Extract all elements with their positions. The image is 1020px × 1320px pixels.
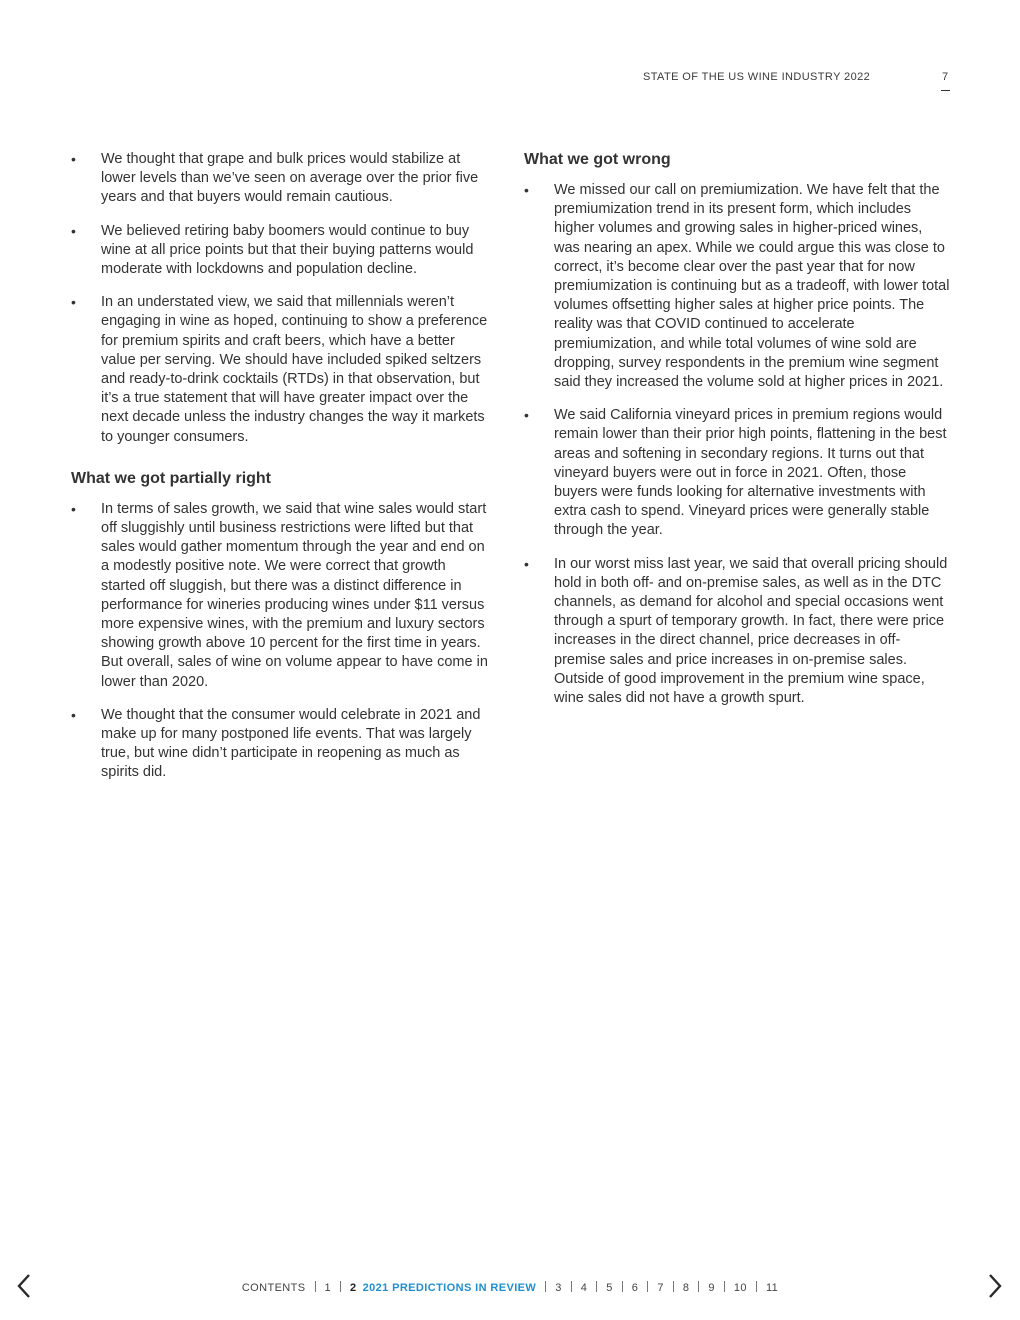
list-item-text: We missed our call on premiumization. We have felt that the premiumization trend in its present form, which includes higher volumes and growing sales in higher-priced wines, was nearing an apex. While we could argue this was close to correct, it’s become clear over the past year that for now premiumization is continuing but as a tradeoff, with lower total volumes offsetting higher sales at higher price points. The reality was that COVID continued to accelerate premiumization, and while total volumes of wine sold are dropping, survey respondents in the premium wine segment said they increased the volume sold at higher prices in 2021. xyxy=(554,182,950,391)
nav-current-label: 2021 PREDICTIONS IN REVIEW xyxy=(362,1282,537,1294)
nav-page-link[interactable]: 3 xyxy=(555,1282,562,1294)
got-wrong-bullet-list xyxy=(524,181,950,708)
list-item-text: We thought that the consumer would celebrate in 2021 and make up for many postponed life events. That was largely true, but wine didn’t participate in reopening as much as spirits did. xyxy=(101,706,481,781)
page-number: 7 xyxy=(942,71,949,83)
list-item xyxy=(524,555,950,709)
list-item-text: We believed retiring baby boomers would continue to buy wine at all price points but that their buying patterns would moderate with lockdowns and population decline. xyxy=(101,222,474,278)
page-number-underline xyxy=(941,90,950,91)
nav-current-section[interactable] xyxy=(350,1282,536,1294)
page-navigation xyxy=(0,1281,1020,1294)
bullet-icon: • xyxy=(71,706,76,723)
nav-divider xyxy=(622,1281,623,1292)
nav-divider xyxy=(545,1281,546,1292)
list-item xyxy=(71,500,491,692)
list-item-text: We thought that grape and bulk prices would stabilize at lower levels than we’ve seen on average over the prior five years and that buyers would remain cautious. xyxy=(101,151,479,206)
nav-page-link[interactable]: 4 xyxy=(580,1282,588,1294)
next-page-button[interactable] xyxy=(982,1272,1008,1300)
bullet-icon: • xyxy=(71,294,76,311)
list-item xyxy=(71,150,491,208)
nav-divider xyxy=(698,1281,699,1292)
bullet-icon: • xyxy=(71,500,76,517)
bullet-icon: • xyxy=(524,407,529,424)
list-item xyxy=(71,706,491,783)
nav-page-link[interactable]: 10 xyxy=(733,1282,747,1294)
chevron-right-icon[interactable] xyxy=(982,1272,1008,1300)
list-item xyxy=(71,222,491,280)
list-item-text: In our worst miss last year, we said that overall pricing should hold in both off- and on-premise sales, as well as in the DTC channels, as demand for alcohol and special occasions went through a spurt of temporary growth. In fact, there were price increases in the direct channel, price decreases in off-premise sales and price increases in on-premise sales. Outside of good improvement in the premium wine space, wine sales did not have a growth spurt. xyxy=(554,555,948,707)
nav-page-link[interactable]: 9 xyxy=(708,1282,715,1294)
left-column xyxy=(71,150,491,797)
bullet-icon: • xyxy=(71,222,76,239)
bullet-icon: • xyxy=(71,151,76,167)
list-item xyxy=(524,406,950,540)
nav-page-link[interactable]: 1 xyxy=(324,1282,332,1294)
nav-divider xyxy=(571,1281,572,1292)
nav-page-link[interactable]: 7 xyxy=(657,1282,664,1294)
list-item-text: In an understated view, we said that millennials weren’t engaging in wine as hoped, continuing to show a preference for premium spirits and craft beers, which have a better value per serving. We should have included spiked seltzers and ready-to-drink cocktails (RTDs) in that observation, but it’s a true statement that will have greater impact over the next decade unless the industry changes the way it markets to younger consumers. xyxy=(101,294,488,445)
section-heading-got-wrong: What we got wrong xyxy=(524,151,671,168)
nav-divider xyxy=(647,1281,648,1292)
nav-divider xyxy=(724,1281,725,1292)
nav-page-link[interactable]: 8 xyxy=(682,1282,690,1294)
list-item-text: We said California vineyard prices in premium regions would remain lower than their prior high points, flattening in the best areas and softening in secondary regions. It turns out that vineyard buyers were out in force in 2021. Often, those buyers were funds looking for alternative investments with extra cash to spend. Vineyard prices were generally stable through the year. xyxy=(554,407,947,539)
nav-page-link[interactable]: 5 xyxy=(606,1282,613,1294)
nav-divider xyxy=(340,1281,341,1292)
nav-page-link[interactable]: 6 xyxy=(631,1282,639,1294)
list-item xyxy=(71,293,491,447)
nav-contents-link[interactable]: CONTENTS xyxy=(241,1282,306,1294)
nav-divider xyxy=(673,1281,674,1292)
section-heading-partially-right: What we got partially right xyxy=(71,469,272,487)
partially-right-bullet-list xyxy=(71,500,491,783)
nav-divider xyxy=(596,1281,597,1292)
list-item-text: In terms of sales growth, we said that wine sales would start off sluggishly until business restrictions were lifted but that sales would gather momentum through the year and end on a modestly positive note. We were correct that growth started off sluggish, but there was a distinct difference in performance for wineries producing wines under $11 versus more expensive wines, with the premium and luxury sectors showing growth above 10 percent for the first time in years. But overall, sales of wine on volume appear to have come in lower than 2020. xyxy=(101,500,488,690)
header-title: STATE OF THE US WINE INDUSTRY 2022 xyxy=(643,71,871,83)
list-item xyxy=(524,181,950,392)
intro-bullet-list xyxy=(71,150,491,447)
nav-page-link[interactable]: 11 xyxy=(765,1282,779,1294)
right-column xyxy=(524,150,950,722)
nav-divider xyxy=(756,1281,757,1292)
nav-divider xyxy=(315,1281,316,1292)
bullet-icon: • xyxy=(524,555,529,572)
nav-current-number: 2 xyxy=(350,1282,357,1294)
bullet-icon: • xyxy=(524,182,529,198)
